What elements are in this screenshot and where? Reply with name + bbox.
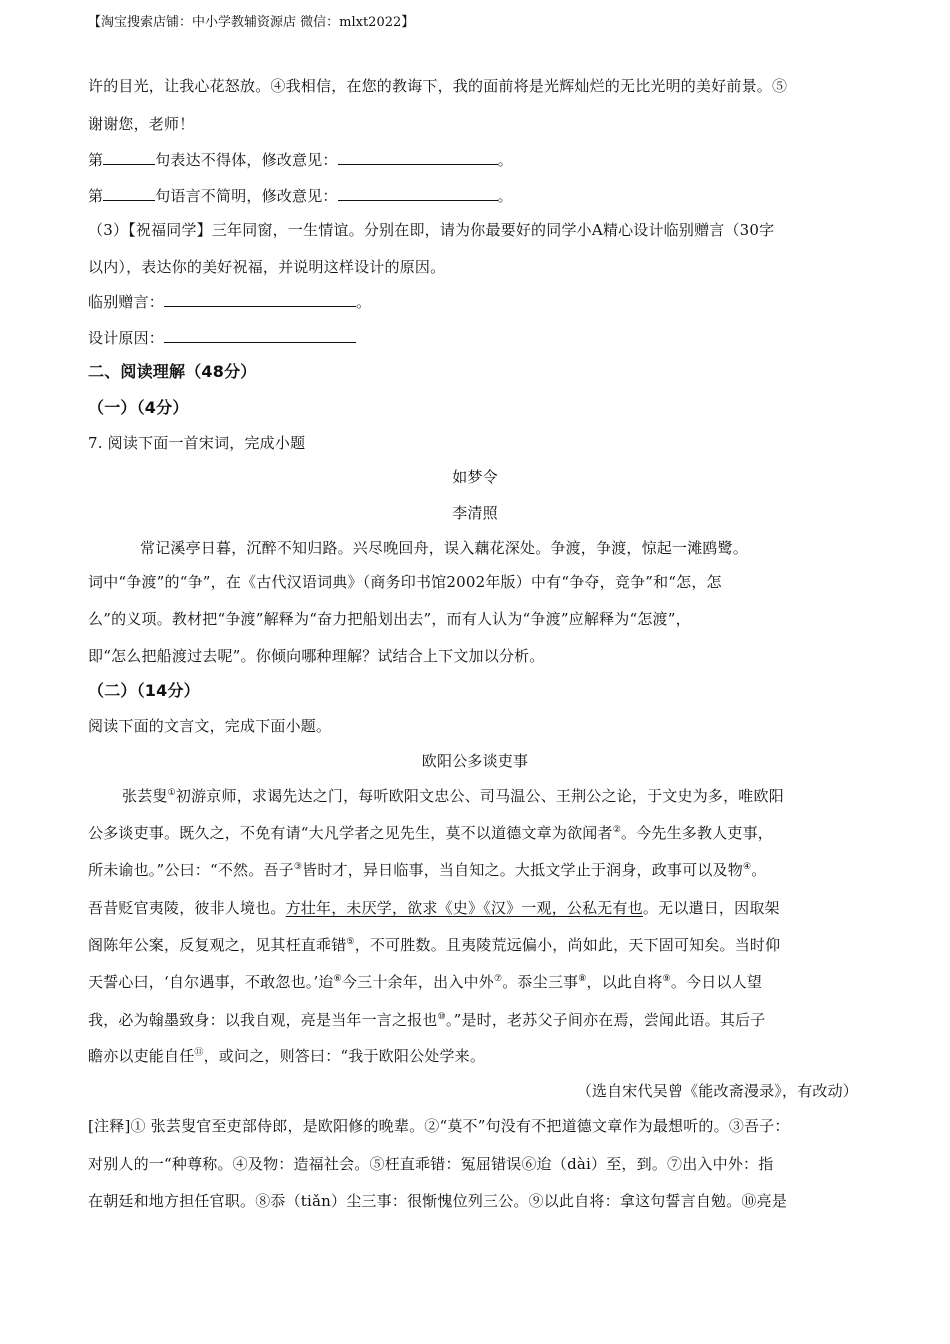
classical-line: [122, 786, 784, 806]
text-title: 欧阳公多谈吏事: [421, 752, 529, 770]
paragraph-line: 词中“争渡”的“争”，在《古代汉语词典》（商务印书馆2002年版）中有“争夺，竞争”和“怎，怎: [88, 573, 722, 591]
footnote-marker: ⑧: [578, 974, 587, 984]
text-run: 瞻亦以吏能自任: [88, 1047, 195, 1065]
section-title: 二、阅读理解（48分）: [88, 362, 257, 381]
text-run: 。: [751, 861, 767, 879]
reason-label: 设计原因：: [88, 329, 165, 347]
poem-text: 常记溪亭日暮，沉醉不知归路。兴尽晚回舟，误入藕花深处。争渡，争渡，惊起一滩鸥鹭。: [140, 539, 749, 557]
note-line: 对别人的一“种尊称。④及物：造福社会。⑤枉直乖错：冤屈错误⑥迨（dài）至，到。⑦出入中外：指: [88, 1155, 774, 1173]
text-run: ，以此自将: [586, 973, 663, 991]
text-run: 。今先生多教人吏事，: [620, 824, 773, 842]
underlined-sentence: 方壮年，未厌学，欲求《史》《汉》一观，公私无有也: [285, 899, 643, 917]
farewell-label: 临别赠言：: [88, 293, 165, 311]
answer-blank[interactable]: [103, 186, 155, 201]
end-mark: 。: [356, 293, 372, 311]
text-run: 张芸叟: [122, 787, 168, 805]
text-run: 皆时才，异日临事，当自知之。大抵文学止于润身，政事可以及物: [302, 861, 743, 879]
paragraph-line: 谢谢您，老师！: [88, 115, 195, 133]
text-run: 。忝尘三事: [502, 973, 579, 991]
classical-line: [88, 972, 762, 992]
footnote-marker: ③: [293, 862, 303, 872]
question-text: 句表达不得体，修改意见：: [155, 151, 338, 169]
answer-blank[interactable]: [338, 186, 498, 201]
paragraph-line: 许的目光，让我心花怒放。④我相信，在您的教诲下，我的面前将是光辉灿烂的无比光明的美好前景。⑤: [88, 77, 788, 95]
question-prefix: 第: [88, 151, 104, 169]
footnote-marker: ⑥: [333, 974, 342, 984]
footnote-marker: ⑪: [194, 1048, 204, 1058]
poem-title: 如梦令: [452, 468, 498, 486]
note-line: [注释]① 张芸叟官至吏部侍郎，是欧阳修的晚辈。②“莫不”句没有不把道德文章作为最想听的。③吾子：: [88, 1117, 790, 1135]
text-run: 所未谕也。”公曰：“不然。吾子: [88, 861, 294, 879]
answer-blank[interactable]: [164, 328, 356, 343]
answer-blank[interactable]: [164, 292, 356, 307]
end-mark: 。: [497, 151, 513, 169]
paragraph-line: 即“怎么把船渡过去呢”。你倾向哪种理解？试结合上下文加以分析。: [88, 647, 545, 665]
text-run: ，或问之，则答曰：“我于欧阳公处学来。: [203, 1047, 486, 1065]
classical-line: [88, 1046, 485, 1066]
question-text: 句语言不简明，修改意见：: [155, 187, 338, 205]
classical-line: [88, 935, 780, 955]
text-run: 吾昔贬官夷陵，彼非人境也。: [88, 899, 286, 917]
question-line-a: [88, 150, 513, 170]
text-run: ，不可胜数。且夷陵荒远偏小，尚如此，天下固可知矣。当时仰: [354, 936, 781, 954]
farewell-line: [88, 292, 371, 312]
answer-blank[interactable]: [338, 150, 498, 165]
footnote-marker: ②: [612, 825, 621, 835]
footnote-marker: ⑤: [346, 937, 355, 947]
part-title: （一）（4分）: [88, 398, 189, 417]
footnote-marker: ①: [167, 788, 176, 798]
classical-line: [88, 860, 766, 880]
question-title: 7. 阅读下面一首宋词，完成小题: [88, 434, 306, 452]
text-run: 初游京师，求谒先达之门，每听欧阳文忠公、司马温公、王荆公之论，于文史为多，唯欧阳: [175, 787, 784, 805]
paragraph-line: 么”的义项。教材把“争渡”解释为“奋力把船划出去”，而有人认为“争渡”应解释为“怎渡”，: [88, 610, 691, 628]
text-run: 今三十余年，出入中外: [341, 973, 494, 991]
footnote-marker: ⑦: [493, 974, 503, 984]
paragraph-line: 以内），表达你的美好祝福，并说明这样设计的原因。: [88, 258, 446, 276]
text-run: 。无以遣日，因取架: [642, 899, 780, 917]
part-intro: 阅读下面的文言文，完成下面小题。: [88, 717, 332, 735]
part-title: （二）（14分）: [88, 681, 200, 700]
question-prefix: 第: [88, 187, 104, 205]
text-run: 阁陈年公案，反复观之，见其枉直乖错: [88, 936, 347, 954]
footnote-marker: ⑨: [662, 974, 671, 984]
end-mark: 。: [497, 187, 513, 205]
text-run: 。今日以人望: [670, 973, 763, 991]
reason-line: [88, 328, 356, 348]
footnote-marker: ⑩: [437, 1012, 446, 1022]
text-run: 公多谈吏事。既久之，不免有请“大凡学者之见先生，莫不以道德文章为欲闻者: [88, 824, 613, 842]
text-run: 。”是时，老苏父子间亦在焉，尝闻此语。其后子: [445, 1011, 766, 1029]
text-run: 天誓心曰，‘自尔遇事，不敢忽也。’迨: [88, 973, 334, 991]
footnote-marker: ④: [742, 862, 752, 872]
text-run: 我，必为翰墨致身：以我自观，亮是当年一言之报也: [88, 1011, 438, 1029]
answer-blank[interactable]: [103, 150, 155, 165]
note-line: 在朝廷和地方担任官职。⑧忝（tiǎn）尘三事：很惭愧位列三公。⑨以此自将：拿这句誓言自勉。⑩亮是: [88, 1192, 788, 1210]
store-header: 【淘宝搜索店铺：中小学教辅资源店 微信：mlxt2022】: [88, 15, 415, 30]
classical-line: [88, 823, 773, 843]
poem-author: 李清照: [452, 504, 498, 522]
classical-line: [88, 1010, 765, 1030]
paragraph-line: （3）【祝福同学】三年同窗，一生情谊。分别在即，请为你最要好的同学小A精心设计临别赠言（30字: [88, 221, 775, 239]
question-line-b: [88, 186, 513, 206]
source-citation: （选自宋代吴曾《能改斋漫录》，有改动）: [576, 1082, 858, 1100]
classical-line: [88, 898, 780, 918]
